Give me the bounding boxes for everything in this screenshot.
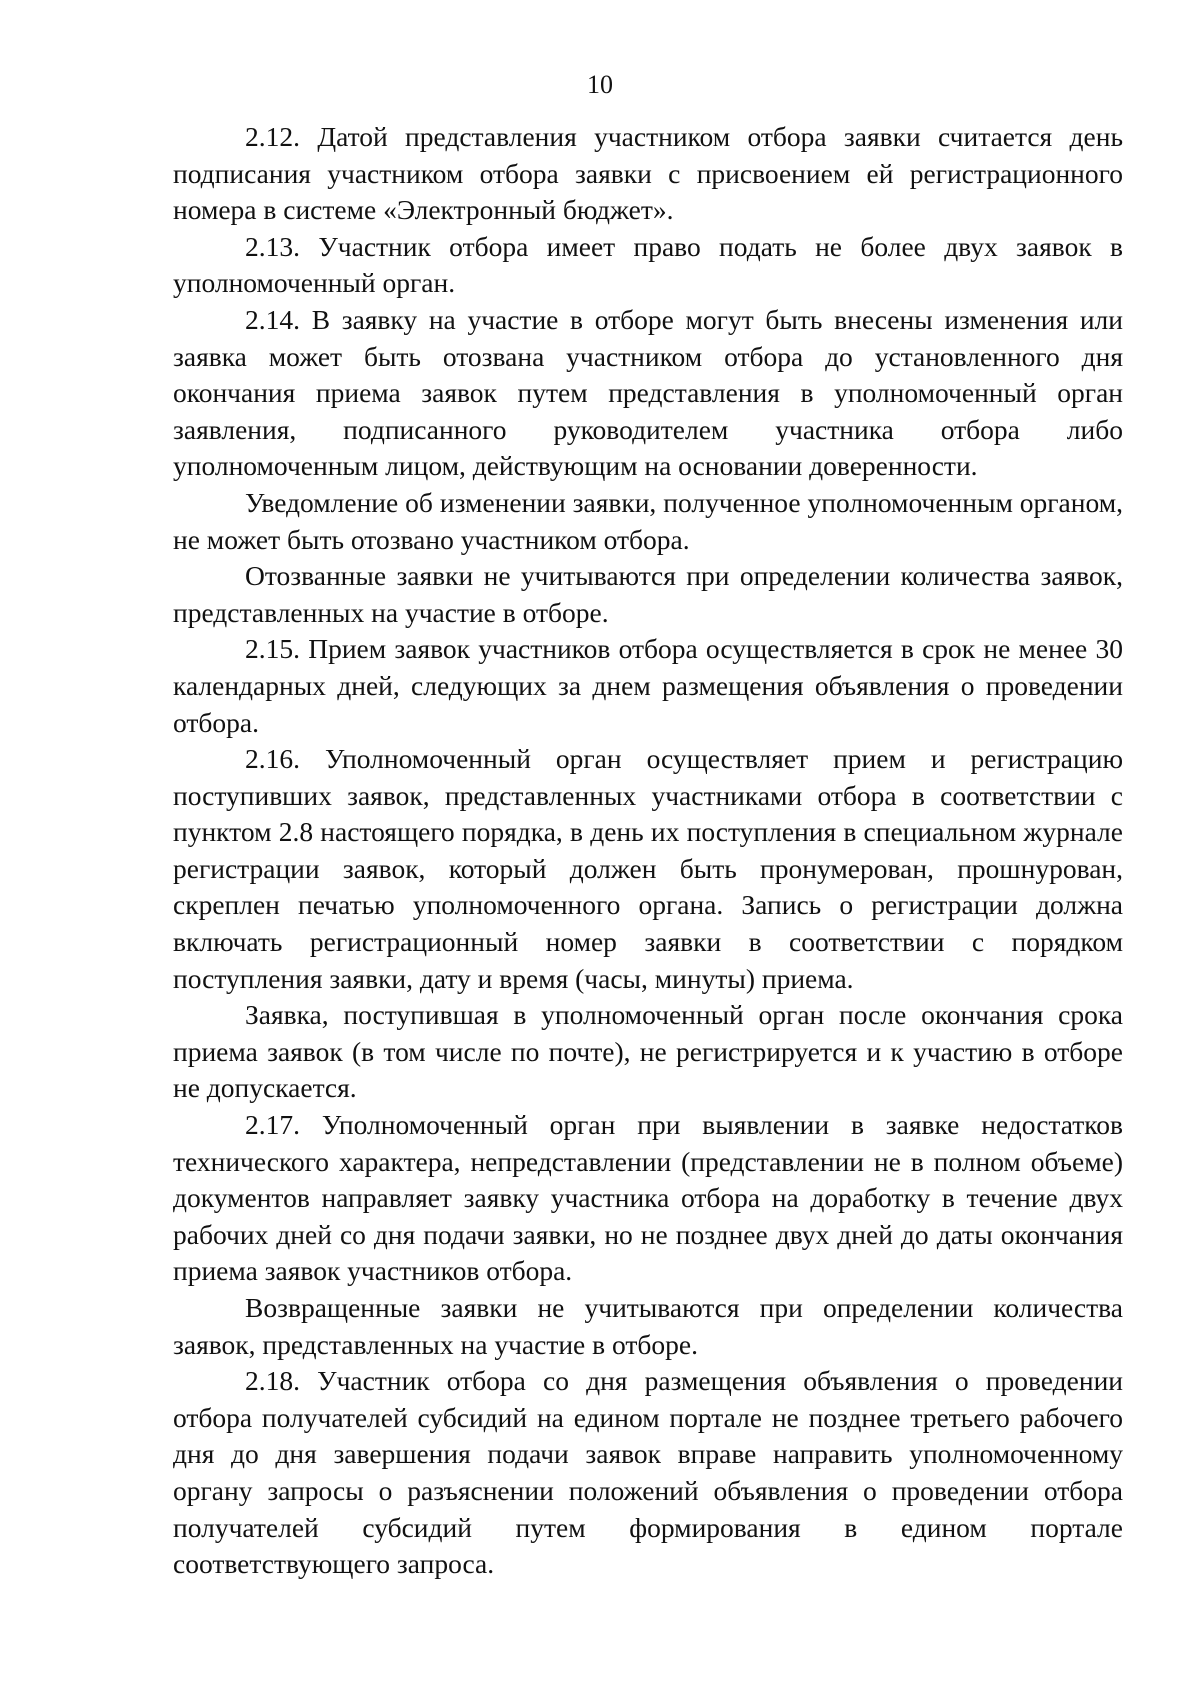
paragraph-late-application: Заявка, поступившая в уполномоченный орган после окончания срока приема заявок (в том числе по почте), не регистрируется и к участию в отборе не допускается. — [173, 999, 1123, 1104]
paragraph-2-17: 2.17. Уполномоченный орган при выявлении в заявке недостатков технического характера, непредставлении (представлении не в полном объеме) документов направляет заявку участника отбора на доработку в течение двух рабочих дней со дня подачи заявки, но не позднее двух дней до даты окончания приема заявок участников отбора. — [173, 1109, 1123, 1287]
paragraph-2-16: 2.16. Уполномоченный орган осуществляет прием и регистрацию поступивших заявок, представленных участниками отбора в соответствии с пунктом 2.8 настоящего порядка, в день их поступления в специальном журнале регистрации заявок, который должен быть пронумерован, прошнурован, скреплен печатью уполномоченного органа. Запись о регистрации должна включать регистрационный номер заявки в соответствии с порядком поступления заявки, дату и время (часы, минуты) приема. — [173, 743, 1123, 994]
paragraph-notice-of-change: Уведомление об изменении заявки, полученное уполномоченным органом, не может быть отозвано участником отбора. — [173, 486, 1123, 555]
paragraph-withdrawn-applications: Отозванные заявки не учитываются при определении количества заявок, представленных на участие в отборе. — [173, 560, 1123, 628]
paragraph-2-14: 2.14. В заявку на участие в отборе могут быть внесены изменения или заявка может быть отозвана участником отбора до установленного дня окончания приема заявок путем представления в уполномоченный орган заявления, подписанного руководителем участника отбора либо уполномоченным лицом, действующим на основании доверенности. — [173, 303, 1123, 482]
paragraph-2-15: 2.15. Прием заявок участников отбора осуществляется в срок не менее 30 календарных дней, следующих за днем размещения объявления о проведении отбора. — [173, 633, 1123, 738]
document-body — [173, 119, 1123, 1583]
paragraph-returned-applications: Возвращенные заявки не учитываются при определении количества заявок, представленных на участие в отборе. — [173, 1292, 1123, 1360]
paragraph-2-12: 2.12. Датой представления участником отбора заявки считается день подписания участником отбора заявки с присвоением ей регистрационного номера в системе «Электронный бюджет». — [173, 121, 1123, 226]
page-number: 10 — [587, 70, 613, 99]
paragraph-2-18: 2.18. Участник отбора со дня размещения объявления о проведении отбора получателей субсидий на едином портале не позднее третьего рабочего дня до дня завершения подачи заявок вправе направить уполномоченному органу запросы о разъяснении положений объявления о проведении отбора получателей субсидий путем формирования в едином портале соответствующего запроса. — [173, 1365, 1123, 1580]
paragraph-2-13: 2.13. Участник отбора имеет право подать не более двух заявок в уполномоченный орган. — [173, 230, 1123, 299]
